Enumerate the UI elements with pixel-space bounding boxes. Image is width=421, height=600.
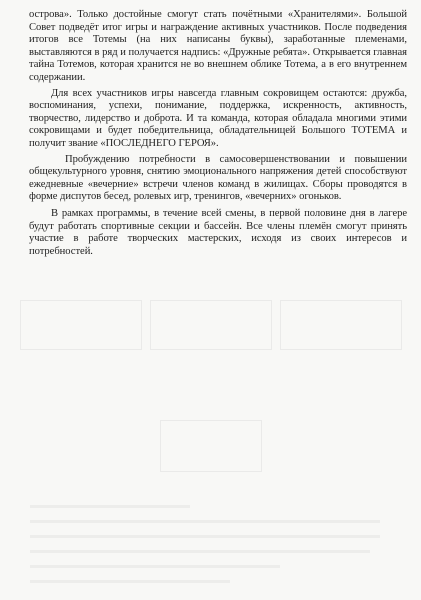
bleed-through-line xyxy=(30,550,370,553)
bleed-through-line xyxy=(30,565,280,568)
bleed-through-box xyxy=(280,300,402,350)
paragraph-program-activities: В рамках программы, в течение всей смены, в первой половине дня в лагере будут работать спортивные секции и бассейн. Все члены племён смогут принять участие в работе творческих мастерских, исходя из своих интересов и потребностей. xyxy=(29,207,407,257)
paragraph-totems: острова». Только достойные смогут стать почётными «Хранителями». Большой Совет подведёт итог игры и награждение активных участников. После подведения итогов все Тотемы (на них написаны буквы), заработанные племенами, выставляются в ряд и получается надпись: «Дружные ребята». Открывается главная тайна Тотемов, которая хранится не во внешнем облике Тотема, а в его внутреннем содержании. xyxy=(29,9,407,83)
paragraph-evening-meetings: Пробуждению потребности в самосовершенствовании и повышении общекультурного уровня, снятию эмоционального напряжения детей способствуют ежедневные «вечерние» встречи членов команд в жилищах. Сборы проводятся в форме диспутов бесед, ролевых игр, тренингов, «вечерних» огоньков. xyxy=(29,153,407,203)
paragraph-treasures: Для всех участников игры навсегда главным сокровищем остаются: дружба, воспоминания, успехи, понимание, поддержка, искренность, активность, творчество, лидерство и доброта. И та команда, которая обладала многими этими сокровищами и будет победительница, обладательницей Большого ТОТЕМА и получит звание «ПОСЛЕДНЕГО ГЕРОЯ». xyxy=(29,87,407,149)
bleed-through-line xyxy=(30,580,230,583)
bleed-through-box xyxy=(20,300,142,350)
document-body xyxy=(29,9,407,261)
bleed-through-line xyxy=(30,505,190,508)
bleed-through-line xyxy=(30,535,380,538)
bleed-through-line xyxy=(30,520,380,523)
bleed-through-box xyxy=(160,420,262,472)
bleed-through-box xyxy=(150,300,272,350)
